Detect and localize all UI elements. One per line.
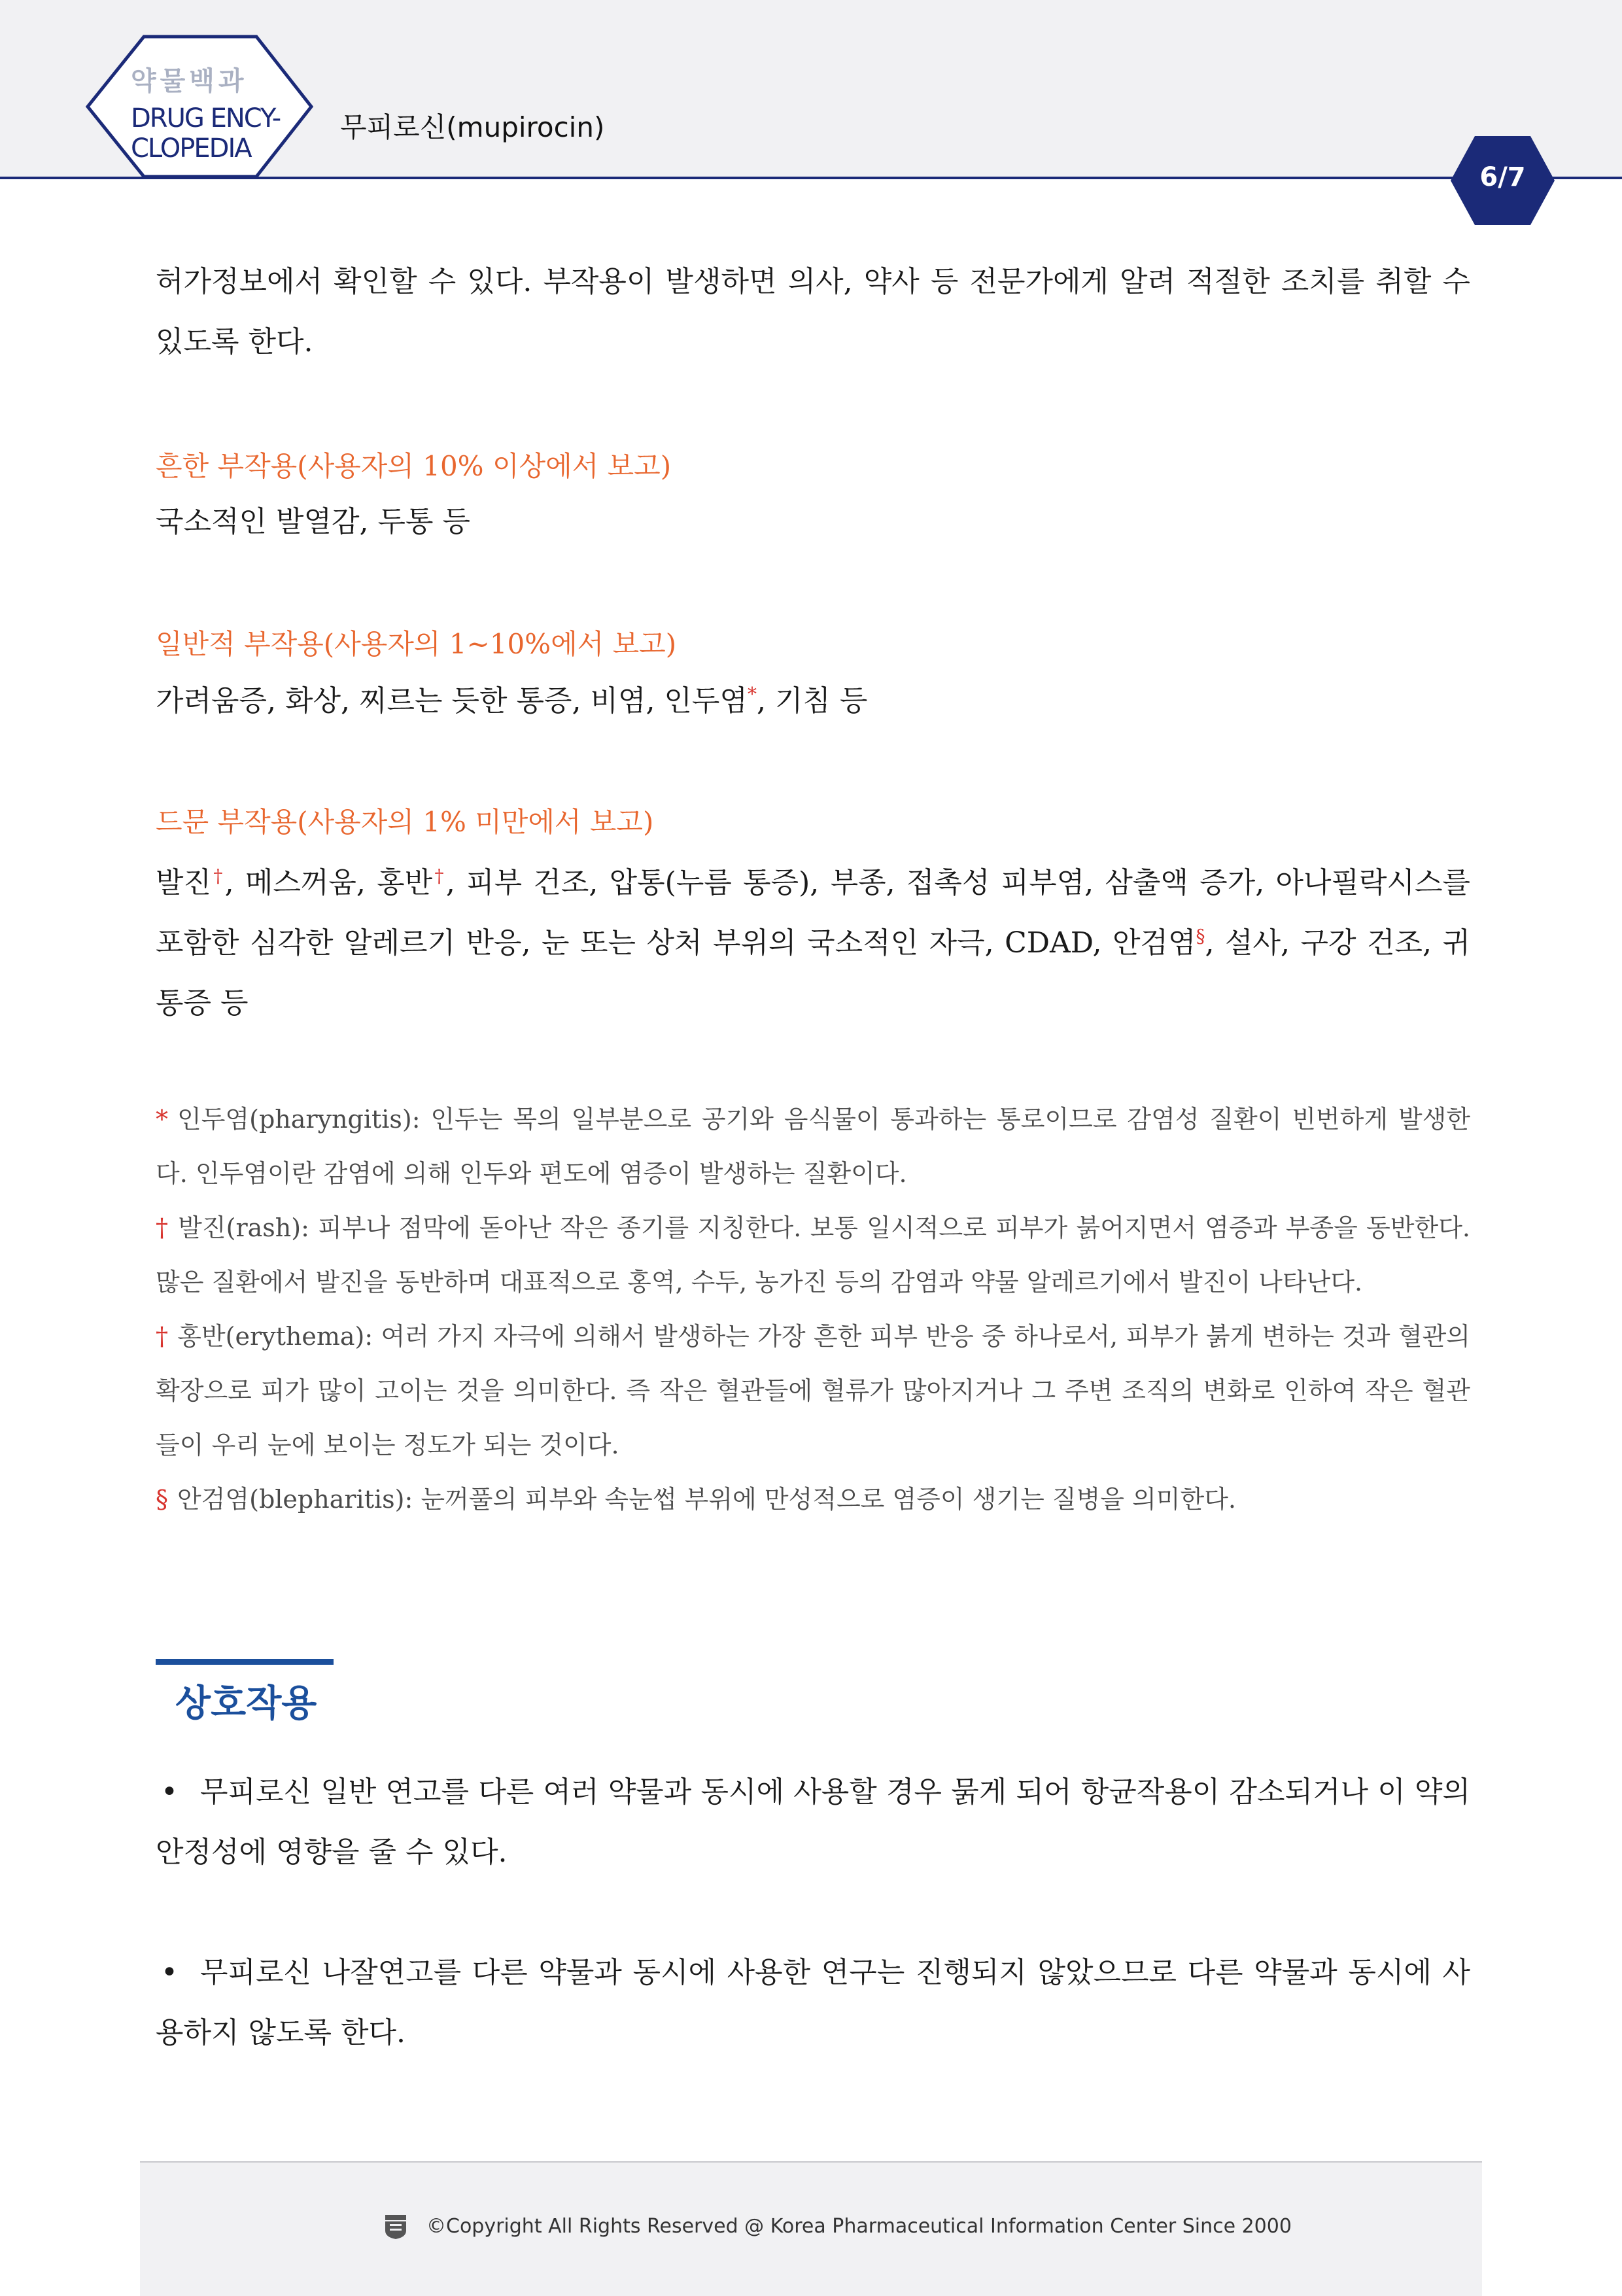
footnote-text: 발진(rash): 피부나 점막에 돋아난 작은 종기를 지칭한다. 보통 일시적으로 피부가 붉어지면서 염증과 부종을 동반한다. 많은 질환에서 발진을 동반하며 대표적으로 홍역, 수두, 농가진 등의 감염과 약물 알레르기에서 발진이 나타난다. [156, 1213, 1470, 1296]
rare-text-part: , 피부 건조, 압통(누름 통증), 부종, 접촉성 피부염, 삼출액 증가, 아나필락시스를 포함한 심각한 알레르기 반응, 눈 또는 상처 부위의 국소적인 자극, CDAD, 안검염 [156, 866, 1471, 960]
footnote-mark: † [156, 1322, 169, 1351]
bullet-icon: • [161, 1775, 178, 1809]
interaction-item [156, 1943, 1470, 2063]
footnote-mark: § [156, 1485, 168, 1514]
footnote-mark: † [211, 865, 225, 887]
common-side-effects-text: 국소적인 발열감, 두통 등 [156, 505, 470, 538]
copyright-text: ©Copyright All Rights Reserved @ Korea Pharmaceutical Information Center Since 2000 [426, 2215, 1292, 2238]
common-side-effects-heading: 흔한 부작용(사용자의 10% 이상에서 보고) [156, 450, 672, 482]
logo-english-line2: CLOPEDIA [131, 133, 251, 164]
footnote-mark: † [432, 865, 446, 887]
footnote-item [156, 1092, 1470, 1201]
logo-korean: 약물백과 [131, 66, 248, 96]
footnote-mark: § [1196, 925, 1205, 947]
kpic-emblem-icon [383, 2214, 408, 2240]
general-text-part: , 기침 등 [756, 684, 868, 718]
rare-text-part: , 메스꺼움, 홍반 [224, 866, 433, 899]
footnote-item [156, 1310, 1470, 1472]
section-accent-bar [156, 1659, 334, 1665]
logo [131, 68, 280, 164]
footnote-text: 안검염(blepharitis): 눈꺼풀의 피부와 속눈썹 부위에 만성적으로 염증이 생기는 질병을 의미한다. [177, 1485, 1236, 1514]
footnote-item [156, 1201, 1470, 1310]
document-title: 무피로신(mupirocin) [340, 111, 605, 143]
footnote-mark: * [747, 683, 757, 705]
interaction-text: 무피로신 나잘연고를 다른 약물과 동시에 사용한 연구는 진행되지 않았으므로 다른 약물과 동시에 사용하지 않도록 한다. [156, 1956, 1470, 2049]
logo-english-line1: DRUG ENCY- [131, 103, 281, 133]
footnote-item [156, 1472, 1470, 1527]
interaction-item [156, 1762, 1470, 1883]
general-side-effects-heading: 일반적 부작용(사용자의 1~10%에서 보고) [156, 628, 677, 660]
rare-text-part: , 설사, 구강 건조, 귀 통증 등 [156, 926, 1470, 1020]
rare-side-effects-text [156, 853, 1470, 1034]
page-number: 6/7 [1479, 162, 1526, 192]
bullet-icon: • [161, 1956, 178, 1989]
footnote-mark: * [156, 1105, 168, 1134]
section-title: 상호작용 [175, 1682, 317, 1725]
general-side-effects-text [156, 671, 1470, 731]
rare-text-part: 발진 [156, 866, 212, 899]
interaction-text: 무피로신 일반 연고를 다른 여러 약물과 동시에 사용할 경우 묽게 되어 항균작용이 감소되거나 이 약의 안정성에 영향을 줄 수 있다. [156, 1775, 1471, 1869]
general-text-part: 가려움증, 화상, 찌르는 듯한 통증, 비염, 인두염 [156, 684, 748, 718]
footnote-text: 인두염(pharyngitis): 인두는 목의 일부분으로 공기와 음식물이 통과하는 통로이므로 감염성 질환이 빈번하게 발생한다. 인두염이란 감염에 의해 인두와 편도에 염증이 발생하는 질환이다. [156, 1105, 1470, 1188]
footnotes [156, 1092, 1470, 1527]
footnote-mark: † [156, 1213, 169, 1242]
rare-side-effects-heading: 드문 부작용(사용자의 1% 미만에서 보고) [156, 806, 654, 838]
footnote-text: 홍반(erythema): 여러 가지 자극에 의해서 발생하는 가장 흔한 피부 반응 중 하나로서, 피부가 붉게 변하는 것과 혈관의 확장으로 피가 많이 고이는 것을 의미한다. 즉 작은 혈관들에 혈류가 많아지거나 그 주변 조직의 변화로 인하여 작은 혈관들이 우리 눈에 보이는 정도가 되는 것이다. [156, 1322, 1470, 1459]
intro-paragraph: 허가정보에서 확인할 수 있다. 부작용이 발생하면 의사, 약사 등 전문가에게 알려 적절한 조치를 취할 수 있도록 한다. [156, 265, 1470, 358]
